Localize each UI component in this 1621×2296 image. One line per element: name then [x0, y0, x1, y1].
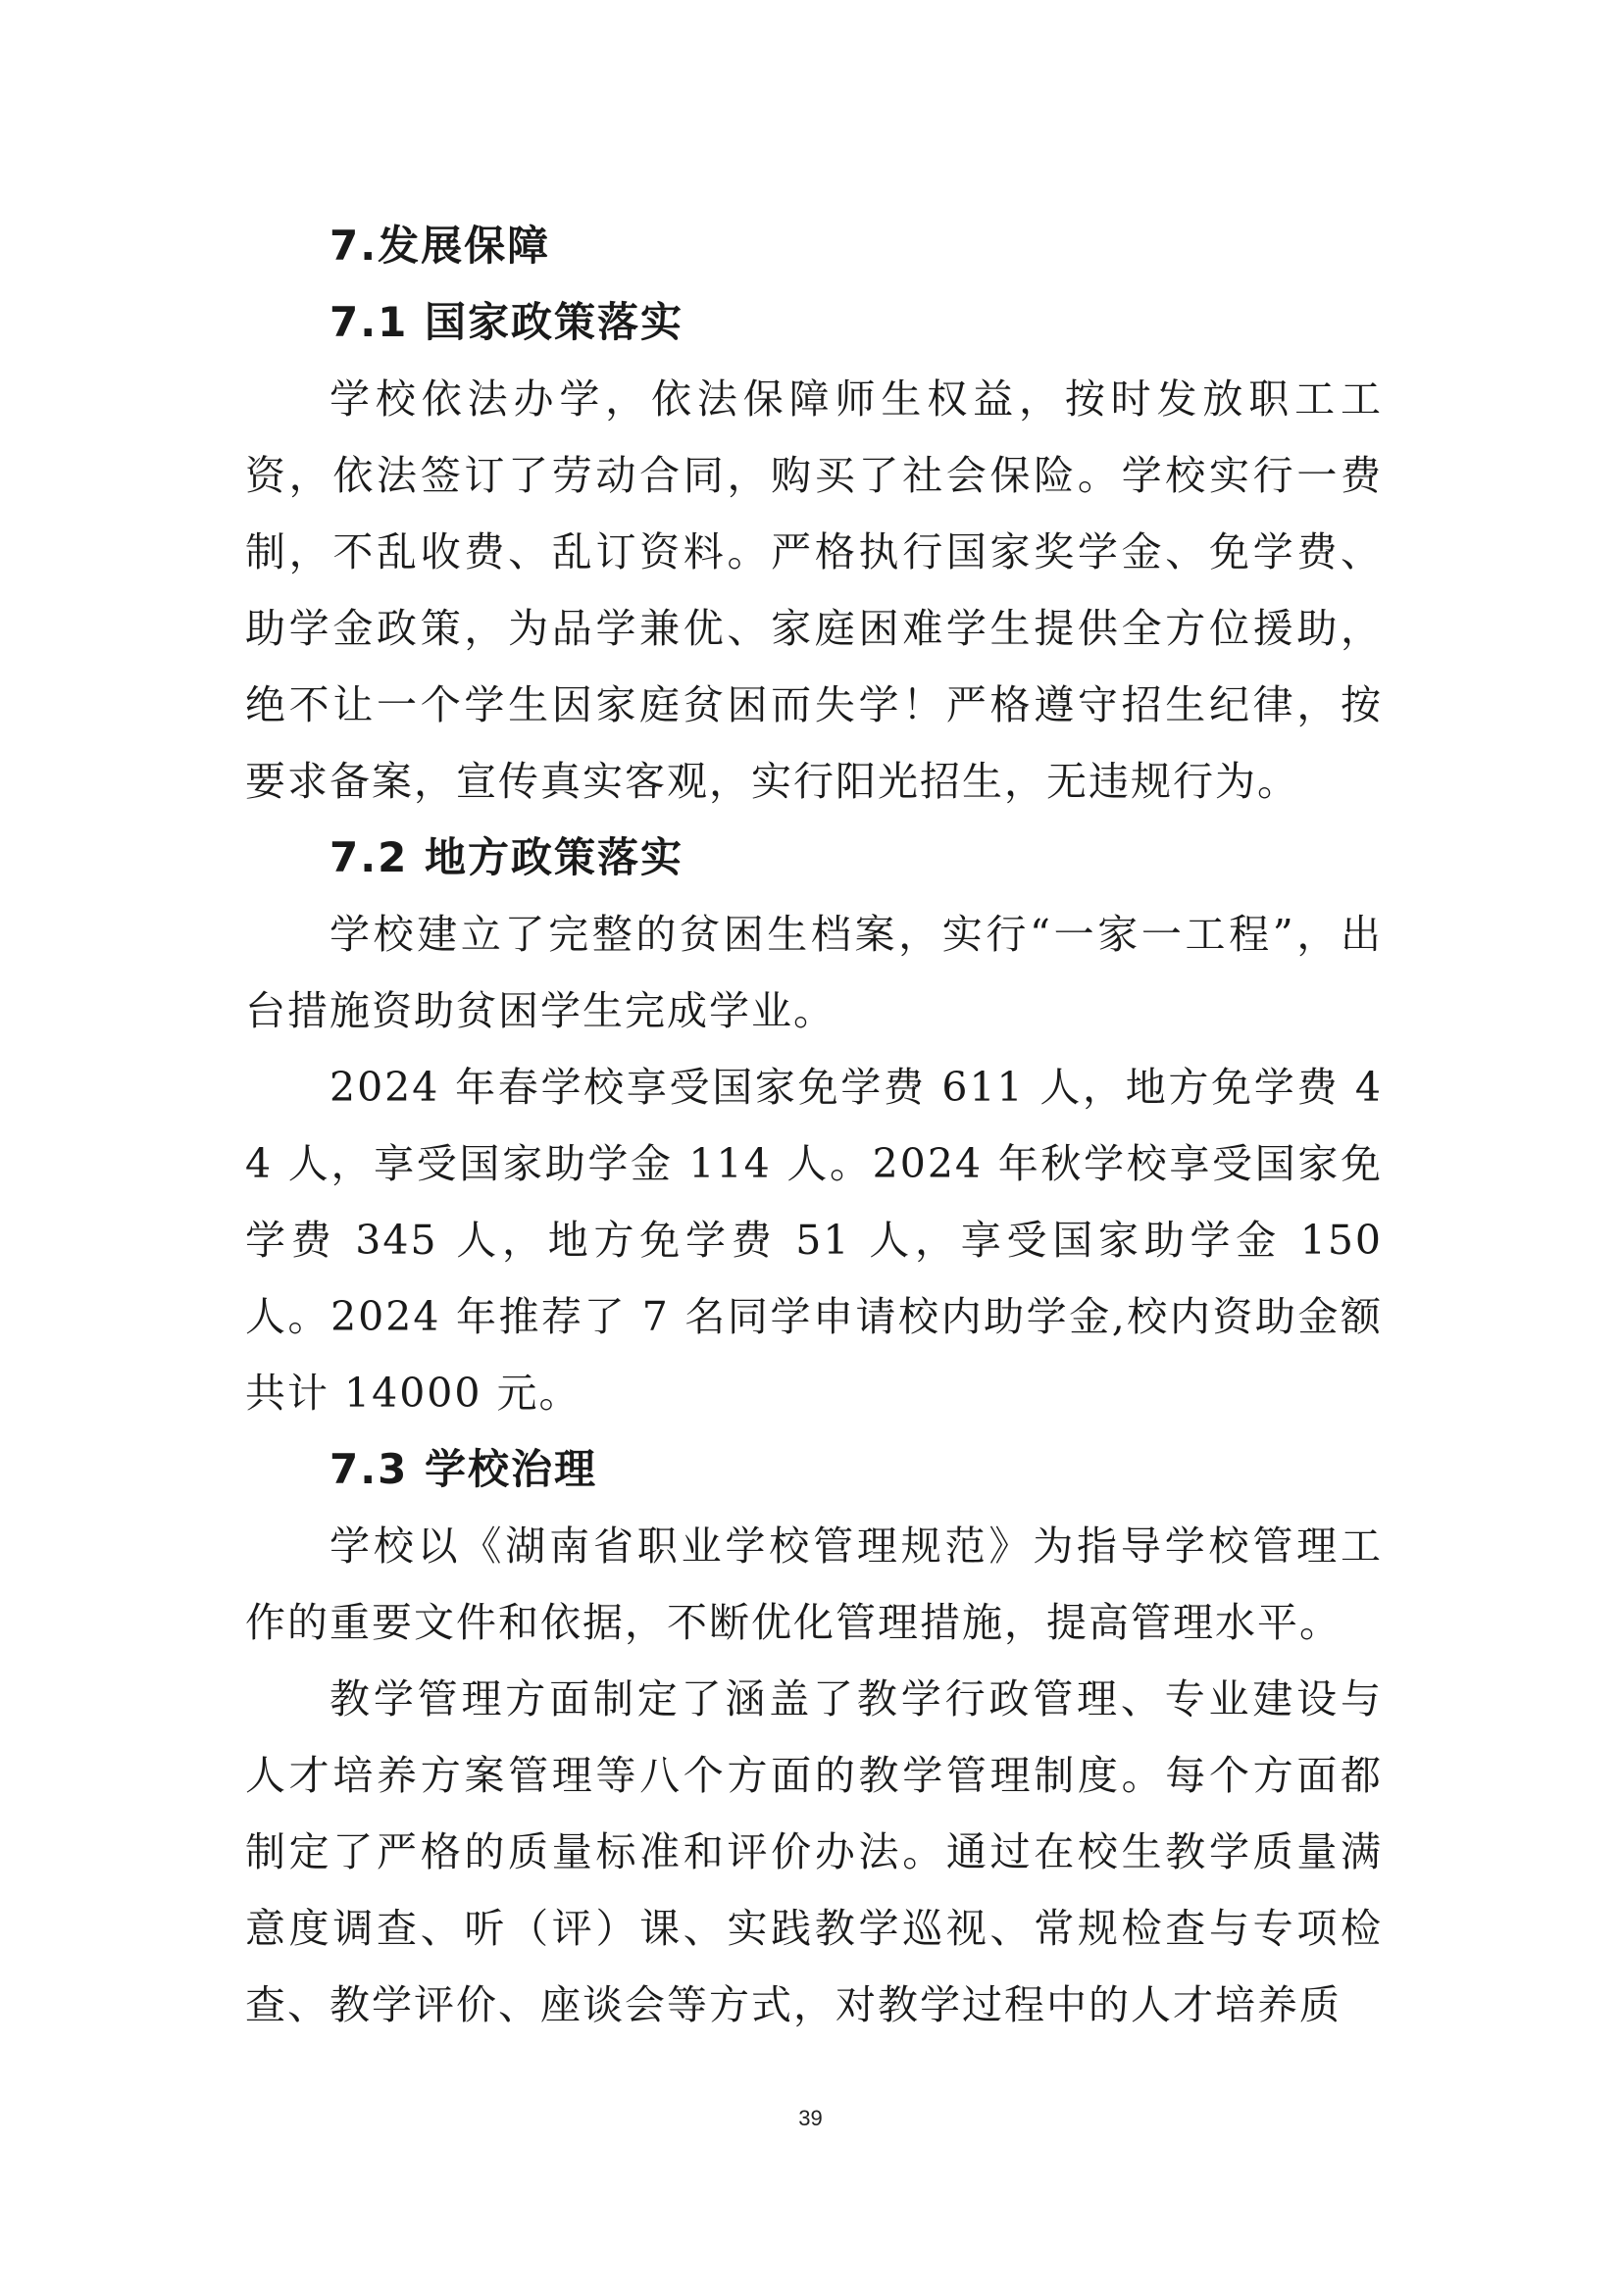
paragraph-poverty-archive: 学校建立了完整的贫困生档案，实行“一家一工程”，出台措施资助贫困学生完成学业。: [245, 911, 1383, 1034]
section-heading-national-policy: 7.1 国家政策落实: [329, 298, 684, 346]
section-heading-development-guarantee: 7.发展保障: [329, 222, 551, 270]
page-number: 39: [798, 2106, 823, 2130]
paragraph-teaching-management: 教学管理方面制定了涵盖了教学行政管理、专业建设与人才培养方案管理等八个方面的教学管理制度。每个方面都制定了严格的质量标准和评价办法。通过在校生教学质量满意度调查、听（评）课、实践教学巡视、常规检查与专项检查、教学评价、座谈会等方式，对教学过程中的人才培养质: [245, 1675, 1383, 2028]
paragraph-management-norms: 学校以《湖南省职业学校管理规范》为指导学校管理工作的重要文件和依据，不断优化管理措施，提高管理水平。: [245, 1522, 1383, 1646]
section-heading-school-governance: 7.3 学校治理: [329, 1445, 598, 1493]
paragraph-financial-aid-statistics: 2024 年春学校享受国家免学费 611 人，地方免学费 44 人，享受国家助学金 114 人。2024 年秋学校享受国家免学费 345 人，地方免学费 51 人，享受国家助学金 150 人。2024 年推荐了 7 名同学申请校内助学金,校内资助金额共计 14000 元。: [245, 1064, 1383, 1417]
section-heading-local-policy: 7.2 地方政策落实: [329, 833, 684, 881]
paragraph-national-policy: 学校依法办学，依法保障师生权益，按时发放职工工资，依法签订了劳动合同，购买了社会保险。学校实行一费制，不乱收费、乱订资料。严格执行国家奖学金、免学费、助学金政策，为品学兼优、家庭困难学生提供全方位援助，绝不让一个学生因家庭贫困而失学！严格遵守招生纪律，按要求备案，宣传真实客观，实行阳光招生，无违规行为。: [245, 375, 1383, 805]
page-content: [245, 208, 1383, 2043]
